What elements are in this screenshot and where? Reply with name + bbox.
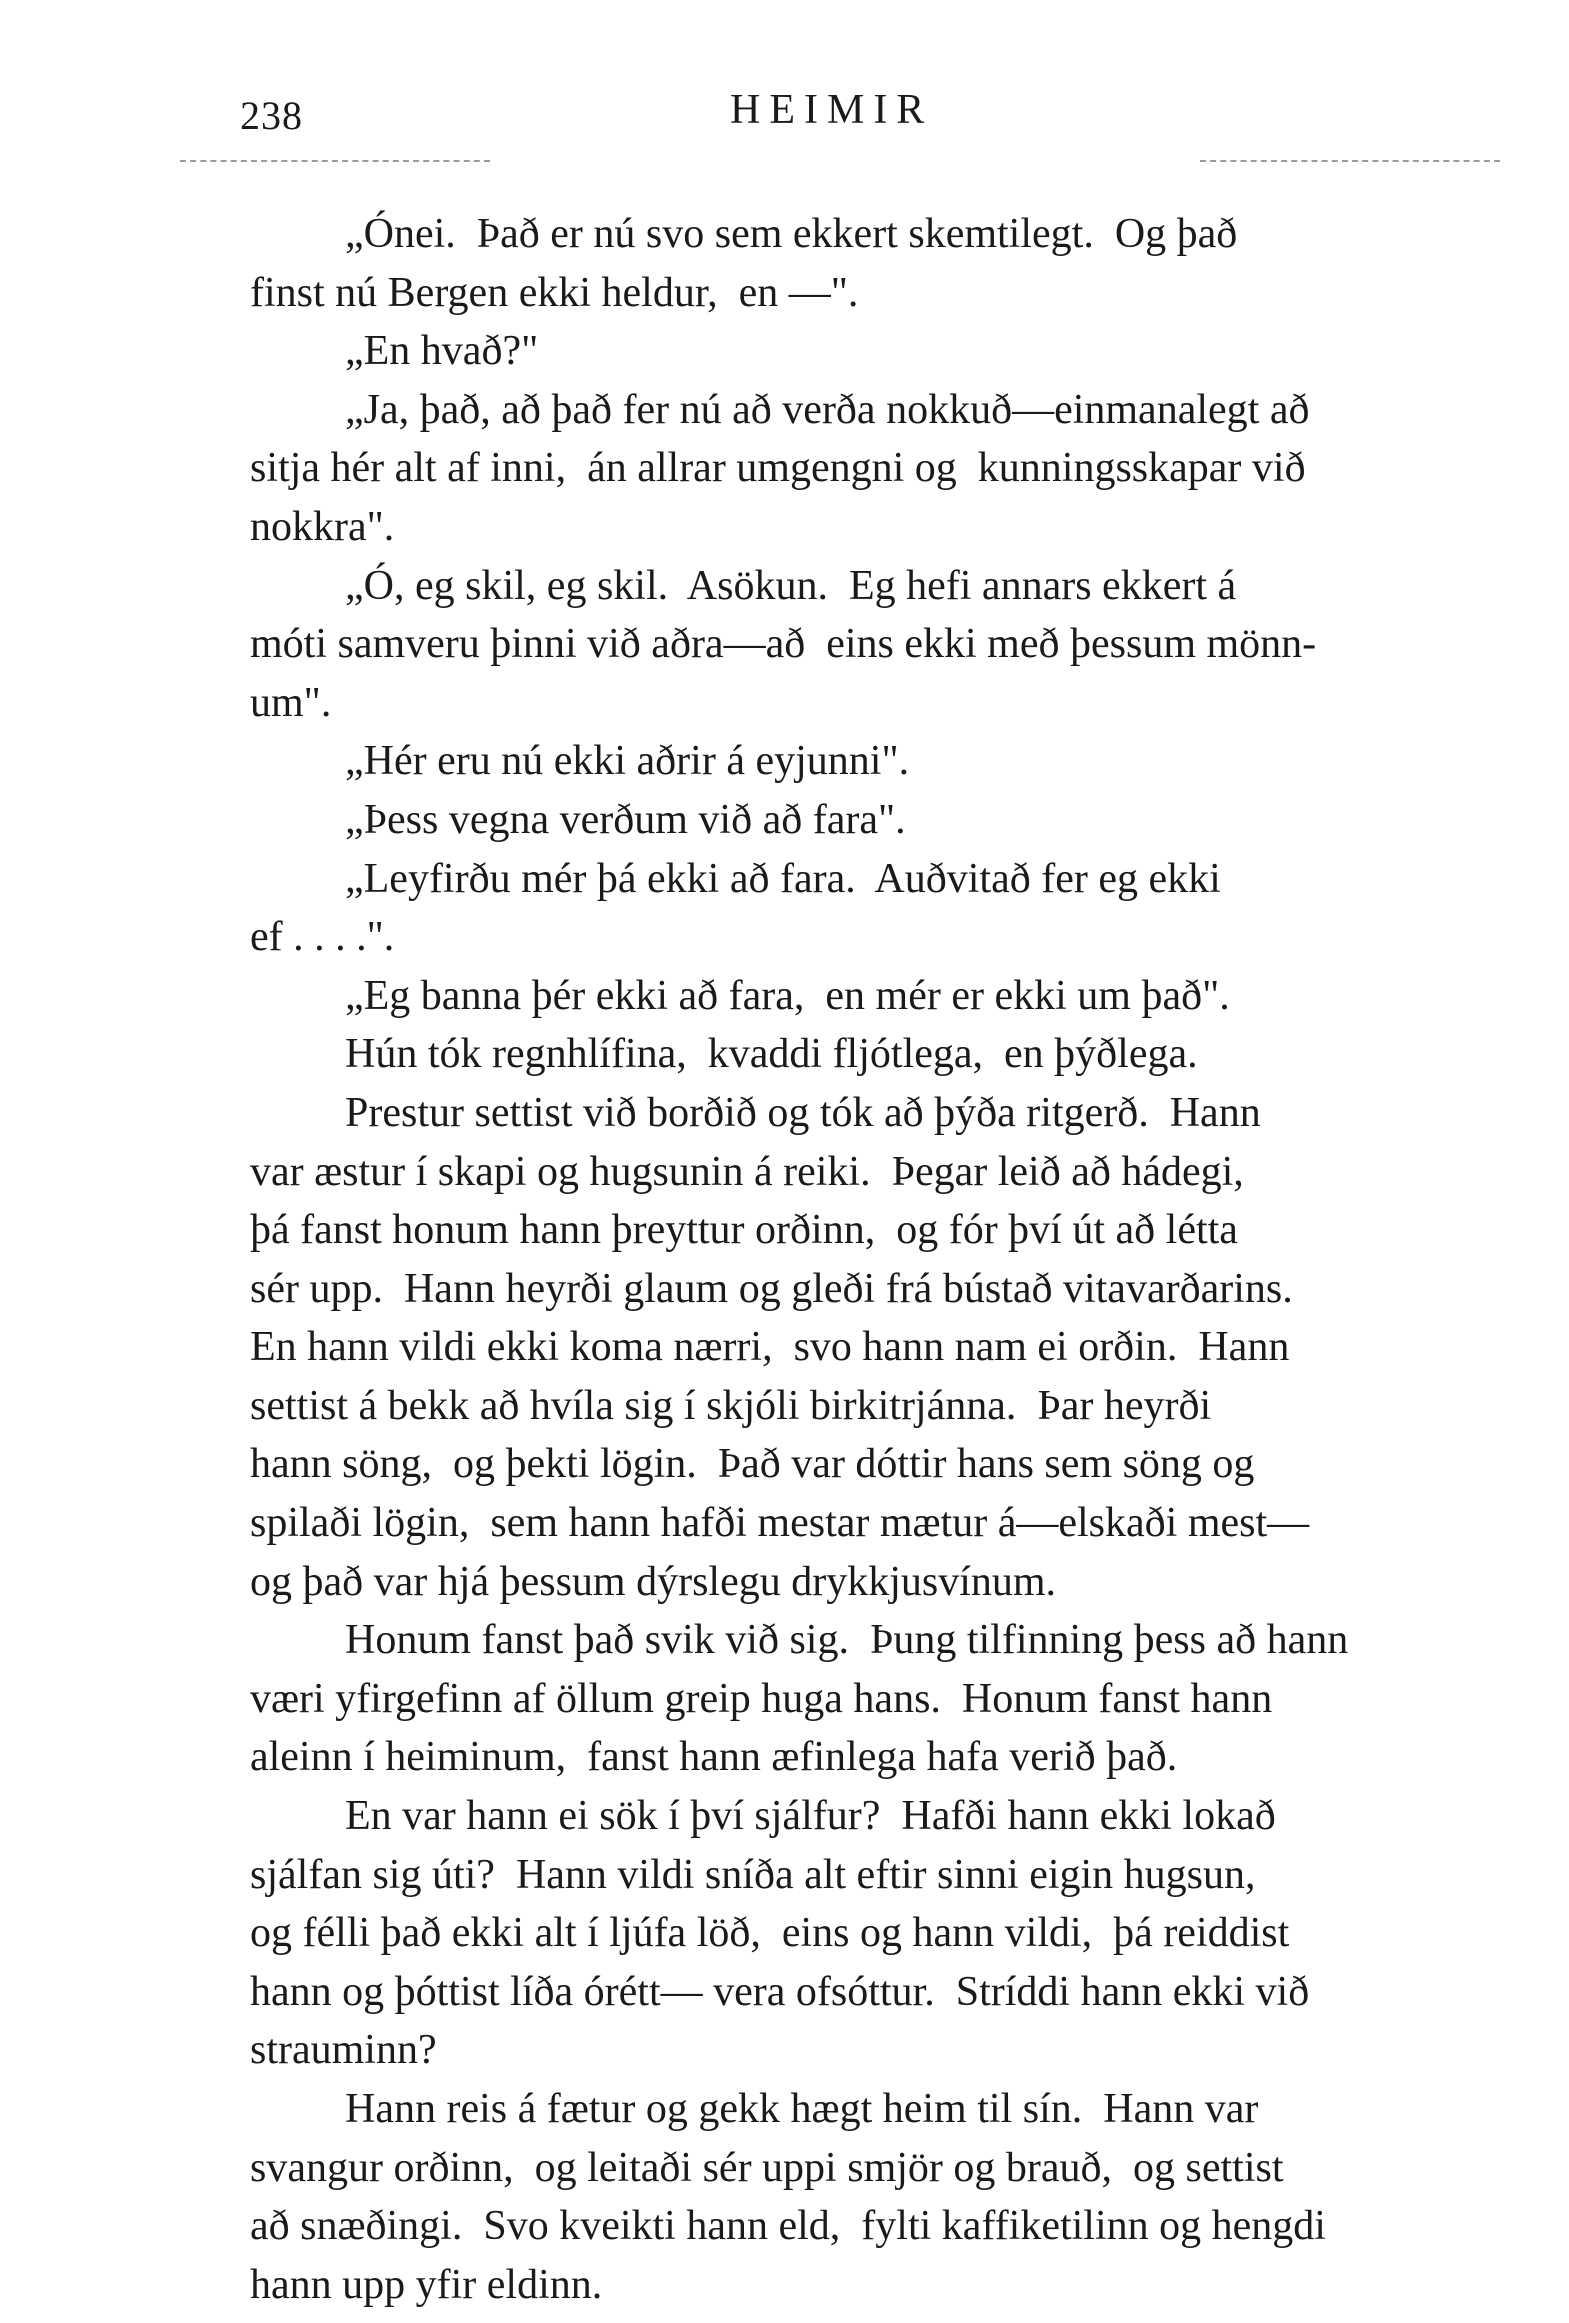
page-header xyxy=(0,84,1569,144)
text-line: að snæðingi. Svo kveikti hann eld, fylti kaffiketilinn og hengdi xyxy=(250,2203,1326,2250)
paragraph xyxy=(250,381,1540,557)
text-line: nokkra". xyxy=(250,503,395,550)
text-line: spilaði lögin, sem hann hafði mestar mætur á—elskaði mest— xyxy=(250,1500,1310,1547)
text-line: „Ónei. Það er nú svo sem ekkert skemtilegt. Og það xyxy=(345,211,1238,257)
text-line: „Eg banna þér ekki að fara, en mér er ekki um það". xyxy=(345,972,1230,1019)
paragraph xyxy=(250,322,1540,381)
text-line: finst nú Bergen ekki heldur, en —". xyxy=(250,269,859,316)
text-line: „Ja, það, að það fer nú að verða nokkuð—einmanalegt að xyxy=(345,386,1310,433)
paragraph xyxy=(250,1787,1540,2080)
text-line: „Hér eru nú ekki aðrir á eyjunni". xyxy=(345,738,910,785)
text-line: settist á bekk að hvíla sig í skjóli birkitrjánna. Þar heyrði xyxy=(250,1382,1212,1429)
text-line: strauminn? xyxy=(250,2027,437,2074)
header-rule-left xyxy=(180,160,490,162)
paragraph xyxy=(250,1611,1540,1787)
text-line: Hún tók regnhlífina, kvaddi fljótlega, en þýðlega. xyxy=(345,1031,1198,1078)
text-line: sitja hér alt af inni, án allrar umgengni og kunningsskapar við xyxy=(250,445,1306,492)
paragraph xyxy=(250,850,1540,967)
text-line: „En hvað?" xyxy=(345,328,539,375)
text-line: þá fanst honum hann þreyttur orðinn, og fór því út að létta xyxy=(250,1207,1238,1254)
page-number: 238 xyxy=(240,93,303,138)
paragraph xyxy=(250,791,1540,850)
text-line: sér upp. Hann heyrði glaum og gleði frá bústað vitavarðarins. xyxy=(250,1265,1293,1312)
text-line: væri yfirgefinn af öllum greip huga hans. Honum fanst hann xyxy=(250,1675,1273,1722)
running-head: HEIMIR xyxy=(730,87,934,133)
text-line: og félli það ekki alt í ljúfa löð, eins og hann vildi, þá reiddist xyxy=(250,1910,1290,1957)
header-rule-right xyxy=(1200,160,1500,162)
text-line: um". xyxy=(250,679,332,726)
text-line: En var hann ei sök í því sjálfur? Hafði hann ekki lokað xyxy=(345,1793,1276,1840)
text-line: Hann reis á fætur og gekk hægt heim til sín. Hann var xyxy=(345,2086,1259,2132)
text-line: ef . . . .". xyxy=(250,914,395,961)
text-line: „Leyfirðu mér þá ekki að fara. Auðvitað fer eg ekki xyxy=(345,855,1221,902)
paragraph xyxy=(250,2080,1540,2314)
text-line: hann og þóttist líða órétt— vera ofsóttur. Stríddi hann ekki við xyxy=(250,1968,1310,2015)
text-line: hann söng, og þekti lögin. Það var dóttir hans sem söng og xyxy=(250,1441,1255,1488)
paragraph xyxy=(250,967,1540,1026)
text-line: sjálfan sig úti? Hann vildi sníða alt eftir sinni eigin hugsun, xyxy=(250,1851,1256,1898)
paragraph xyxy=(250,1025,1540,1084)
text-line: „Ó, eg skil, eg skil. Asökun. Eg hefi annars ekkert á xyxy=(345,562,1237,609)
text-line: var æstur í skapi og hugsunin á reiki. Þegar leið að hádegi, xyxy=(250,1148,1244,1195)
paragraph xyxy=(250,205,1540,322)
text-line: og það var hjá þessum dýrslegu drykkjusvínum. xyxy=(250,1558,1057,1605)
text-line: hann upp yfir eldinn. xyxy=(250,2261,603,2308)
text-line: „Þess vegna verðum við að fara". xyxy=(345,796,906,843)
text-line: Honum fanst það svik við sig. Þung tilfinning þess að hann xyxy=(345,1617,1349,1664)
text-line: En hann vildi ekki koma nærri, svo hann nam ei orðin. Hann xyxy=(250,1324,1290,1371)
text-line: aleinn í heiminum, fanst hann æfinlega hafa verið það. xyxy=(250,1734,1178,1781)
paragraph xyxy=(250,732,1540,791)
paragraph xyxy=(250,1084,1540,1611)
body-text xyxy=(250,205,1540,2314)
paragraph xyxy=(250,557,1540,733)
text-line: svangur orðinn, og leitaði sér uppi smjör og brauð, og settist xyxy=(250,2144,1284,2191)
text-line: móti samveru þinni við aðra—að eins ekki með þessum mönn- xyxy=(250,621,1317,668)
text-line: Prestur settist við borðið og tók að þýða ritgerð. Hann xyxy=(345,1089,1261,1136)
